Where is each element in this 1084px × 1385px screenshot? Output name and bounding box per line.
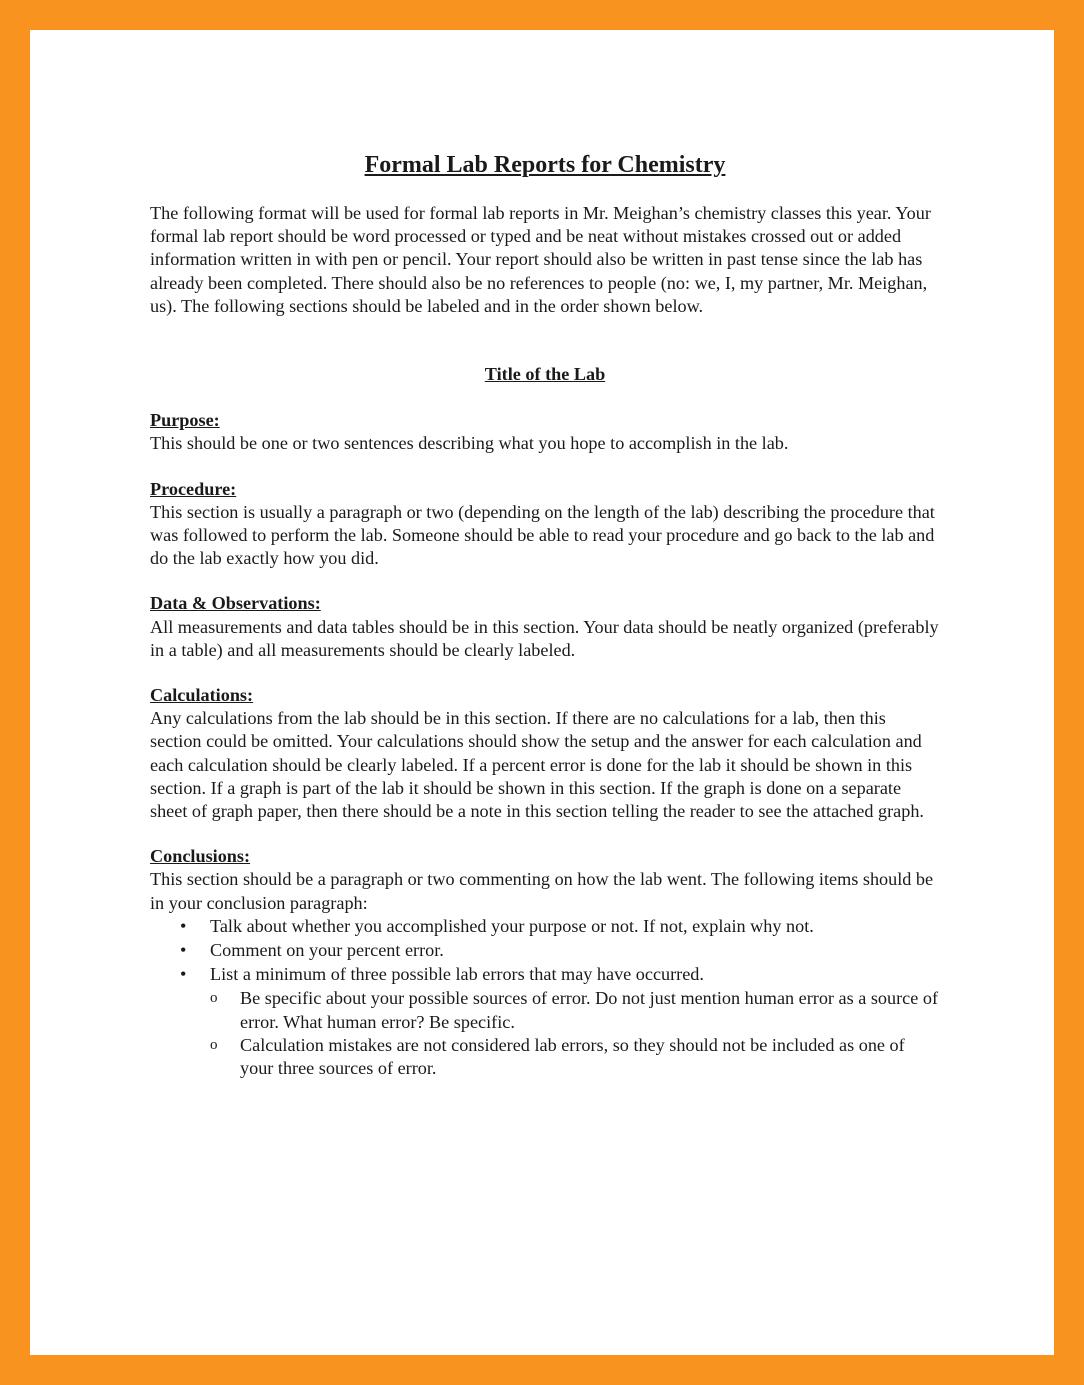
section-data-observations: [150, 592, 940, 662]
document-title: Formal Lab Reports for Chemistry: [364, 152, 726, 178]
lab-title-heading: Title of the Lab: [484, 364, 606, 385]
circle-bullet-icon: o: [210, 1036, 218, 1053]
section-body: All measurements and data tables should be in this section. Your data should be neatly organized (preferably in a table) and all measurements should be clearly labeled.: [150, 616, 939, 660]
list-item-text: Be specific about your possible sources of error. Do not just mention human error as a source of error. What human error? Be specific.: [240, 988, 939, 1032]
section-body: Any calculations from the lab should be in this section. If there are no calculations for a lab, then this section could be omitted. Your calculations should show the setup and the answer for each calculation and each calculation should be clearly labeled. If a percent error is done for the lab it should be shown in this section. If a graph is part of the lab it should be shown in this section. If the graph is done on a separate sheet of graph paper, then there should be a note in this section telling the reader to see the attached graph.: [150, 708, 924, 822]
error-subitems-list: [150, 987, 940, 1080]
section-procedure: [150, 478, 940, 571]
document-content: [150, 150, 940, 1080]
list-item: [210, 1034, 940, 1080]
bullet-icon: •: [180, 964, 187, 985]
list-item: [180, 939, 940, 962]
bullet-icon: •: [180, 915, 187, 936]
conclusion-items-list: [150, 915, 940, 987]
list-item-text: Calculation mistakes are not considered lab errors, so they should not be included as one of your three sources of error.: [240, 1034, 905, 1079]
list-item: [180, 963, 940, 986]
section-calculations: [150, 684, 940, 823]
section-heading: Procedure:: [150, 478, 237, 499]
list-item-text: List a minimum of three possible lab errors that may have occurred.: [210, 964, 704, 985]
intro-paragraph: The following format will be used for formal lab reports in Mr. Meighan’s chemistry classes this year. Your formal lab report should be word processed or typed and be neat without mistakes crossed out or added information written in with pen or pencil. Your report should also be written in past tense since the lab has already been completed. There should also be no references to people (no: we, I, my partner, Mr. Meighan, us). The following sections should be labeled and in the order shown below.: [150, 203, 931, 316]
section-heading: Data & Observations:: [150, 593, 321, 614]
section-heading: Purpose:: [150, 410, 220, 431]
list-item-text: Comment on your percent error.: [210, 940, 444, 961]
list-item-text: Talk about whether you accomplished your purpose or not. If not, explain why not.: [210, 915, 814, 936]
list-item: [210, 987, 940, 1033]
section-conclusions: [150, 845, 940, 1080]
section-heading: Conclusions:: [150, 846, 251, 867]
circle-bullet-icon: o: [210, 990, 218, 1007]
section-purpose: [150, 409, 940, 455]
section-body: This section should be a paragraph or two commenting on how the lab went. The following items should be in your conclusion paragraph:: [150, 869, 934, 913]
section-heading: Calculations:: [150, 685, 254, 706]
document-page: [30, 30, 1054, 1355]
section-body: This section is usually a paragraph or two (depending on the length of the lab) describing the procedure that was followed to perform the lab. Someone should be able to read your procedure and go back to the lab and do the lab exactly how you did.: [150, 501, 935, 569]
bullet-icon: •: [180, 940, 187, 961]
section-body: This should be one or two sentences describing what you hope to accomplish in the lab.: [150, 433, 789, 454]
list-item: [180, 915, 940, 938]
